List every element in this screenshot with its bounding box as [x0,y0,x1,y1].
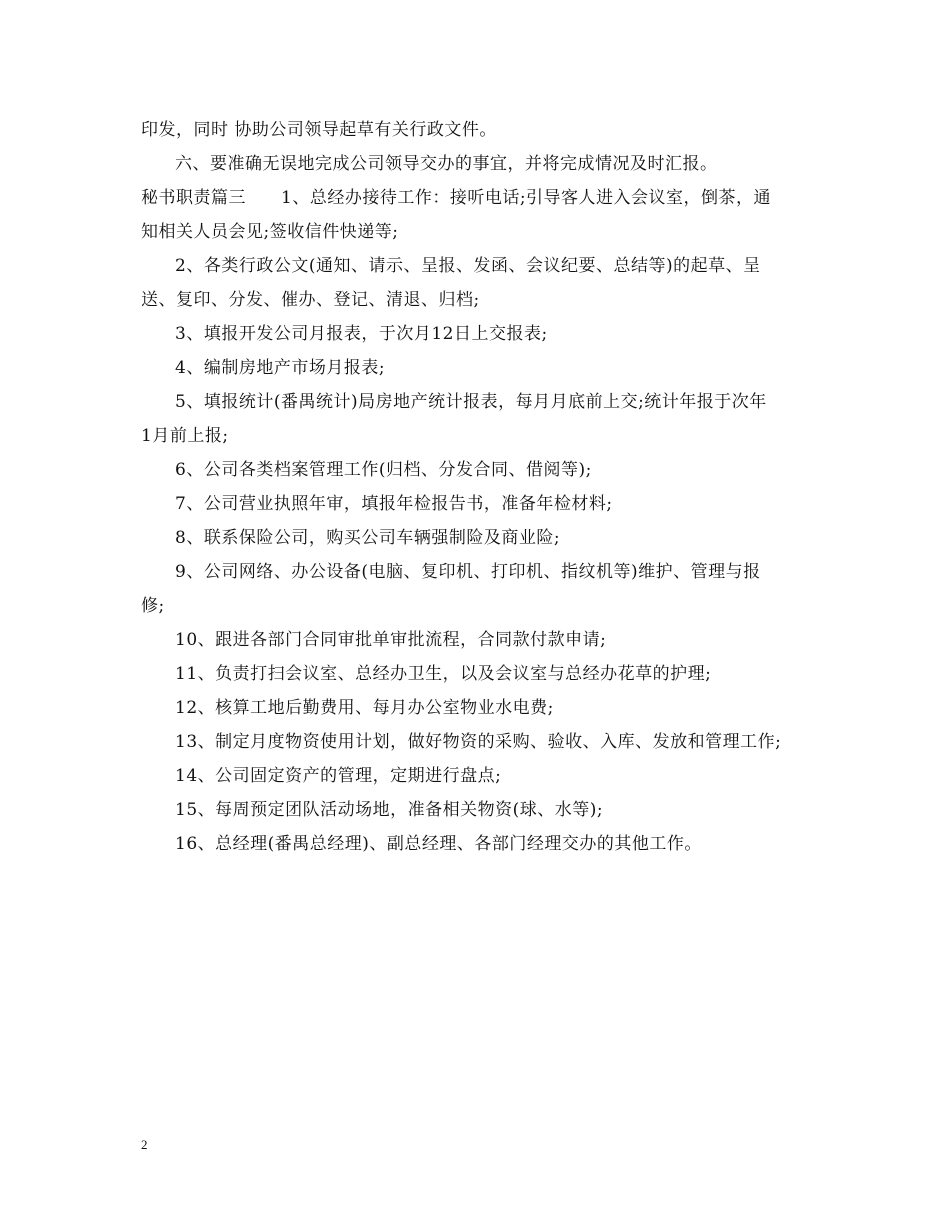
text-line-9: 5、填报统计(番禺统计)局房地产统计报表，每月月底前上交;统计年报于次年 [175,392,767,412]
text-line-4: 知相关人员会见;签收信件快递等; [141,222,399,242]
text-line-10: 1月前上报; [141,426,229,446]
text-line-19: 13、制定月度物资使用计划，做好物资的采购、验收、入库、发放和管理工作; [175,732,782,752]
text-line-17: 11、负责打扫会议室、总经办卫生，以及会议室与总经办花草的护理; [175,664,712,684]
text-line-8: 4、编制房地产市场月报表; [175,358,386,378]
text-line-7: 3、填报开发公司月报表，于次月12日上交报表; [175,324,548,344]
text-line-16: 10、跟进各部门合同审批单审批流程，合同款付款申请; [175,630,607,650]
text-line-14: 9、公司网络、办公设备(电脑、复印机、打印机、指纹机等)维护、管理与报 [175,562,761,582]
text-line-12: 7、公司营业执照年审，填报年检报告书，准备年检材料; [175,494,613,514]
text-line-21: 15、每周预定团队活动场地，准备相关物资(球、水等); [175,800,604,820]
text-line-2: 六、要准确无误地完成公司领导交办的事宜，并将完成情况及时汇报。 [175,154,718,174]
text-line-15: 修; [141,596,165,616]
text-line-3: 秘书职责篇三 1、总经办接待工作：接听电话;引导客人进入会议室，倒茶，通 [141,188,772,208]
text-line-6: 送、复印、分发、催办、登记、清退、归档; [141,290,480,310]
text-line-13: 8、联系保险公司，购买公司车辆强制险及商业险; [175,528,561,548]
text-line-22: 16、总经理(番禺总经理)、副总经理、各部门经理交办的其他工作。 [175,834,702,854]
document-body [141,113,821,861]
text-line-1: 印发，同时 协助公司领导起草有关行政文件。 [141,120,497,140]
text-line-18: 12、核算工地后勤费用、每月办公室物业水电费; [175,698,554,718]
text-line-11: 6、公司各类档案管理工作(归档、分发合同、借阅等); [175,460,592,480]
text-line-5: 2、各类行政公文(通知、请示、呈报、发函、会议纪要、总结等)的起草、呈 [175,256,761,276]
text-line-20: 14、公司固定资产的管理，定期进行盘点; [175,766,502,786]
page-number: 2 [141,1137,148,1152]
